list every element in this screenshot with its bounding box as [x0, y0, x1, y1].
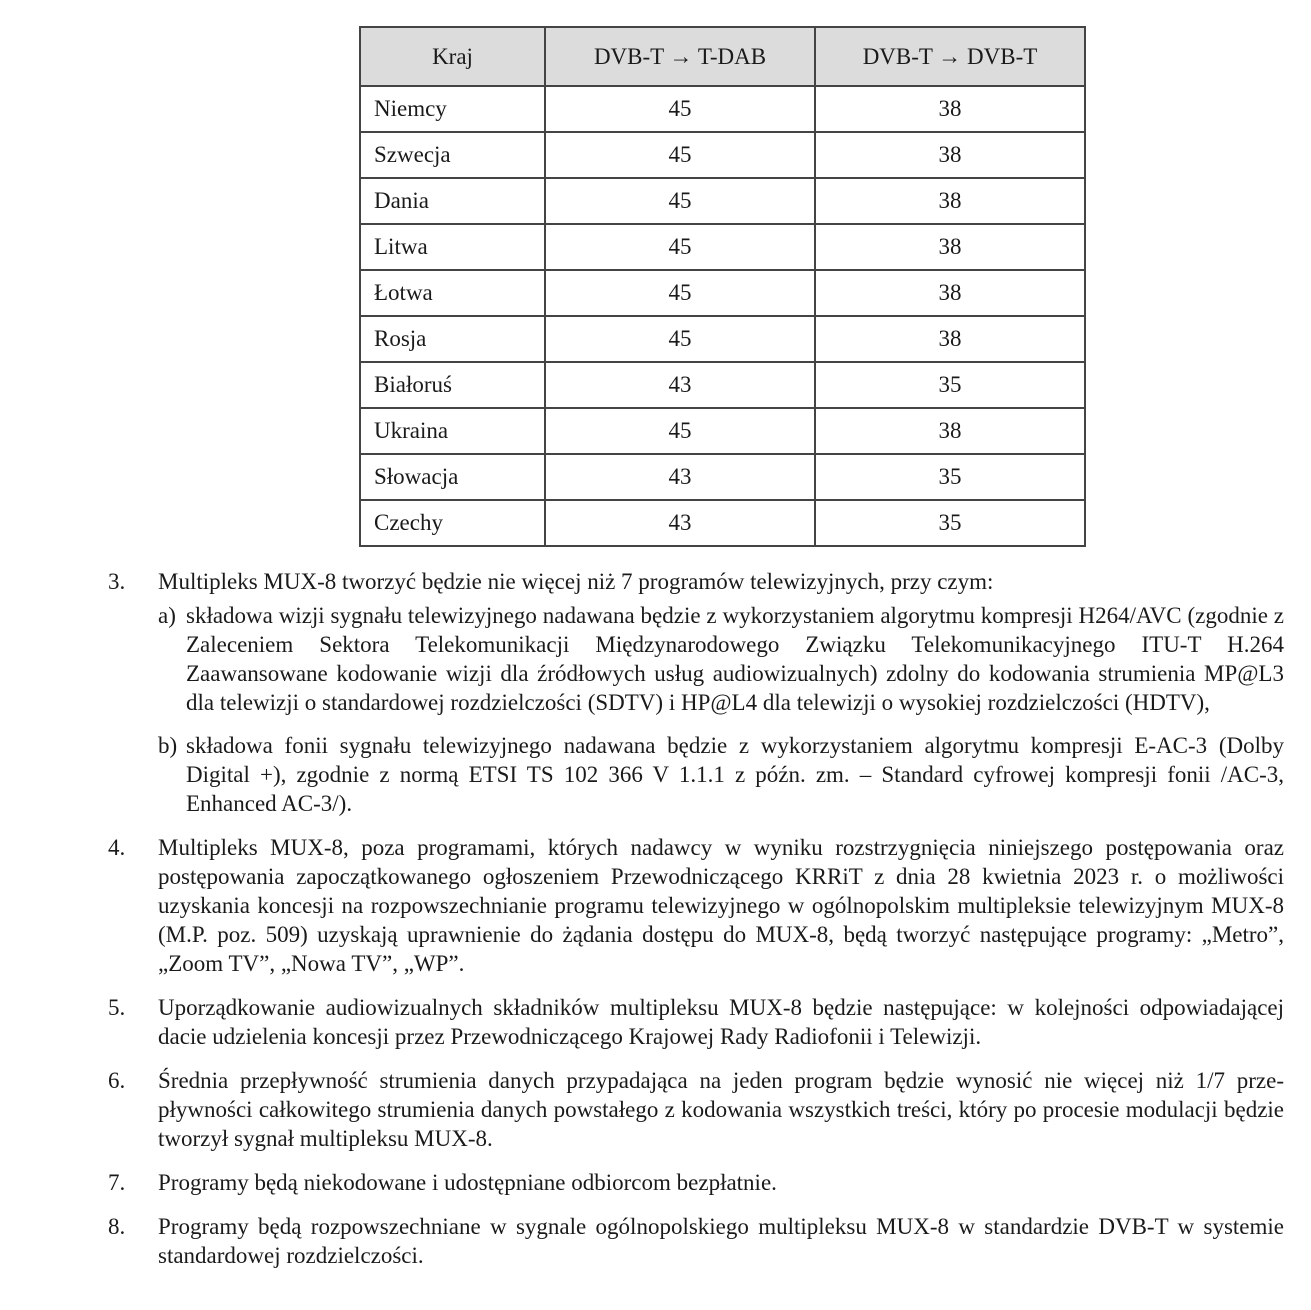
provision-item-3 — [0, 567, 1311, 818]
country-cell: Słowacja — [360, 454, 545, 500]
country-cell: Niemcy — [360, 86, 545, 132]
item-text: Programy będą niekodowane i udostępniane odbiorcom bezpłatnie. — [158, 1170, 777, 1195]
table-row — [360, 178, 1085, 224]
country-cell: Ukraina — [360, 408, 545, 454]
tdab-value-cell: 45 — [545, 178, 815, 224]
item-text: Średnia przepływność strumienia danych przypadająca na jeden program będzie wynosić nie więcej niż 1/7 przepływności całkowitego strumienia danych powstałego z kodowania wszystkich treści, który po procesie modulacji będzie tworzył sygnał multipleksu MUX-8. — [158, 1068, 1284, 1151]
subitem-text: składowa wizji sygnału telewizyjnego nadawana będzie z wykorzystaniem algorytmu kompresji H264/AVC (zgodnie z Zaleceniem Sektora Telekomunikacji Międzynarodowego Związku Telekomunikacyjnego ITU-T H.264 Zaawansowane kodowanie wizji dla źródłowych usług audiowizualnych) zdolny do kodowania strumienia MP@L3 dla telewizji o standardowej rozdzielczości (SDTV) i HP@L4 dla telewizji o wysokiej rozdzielczości (HDTV), — [186, 603, 1284, 715]
tdab-value-cell: 45 — [545, 86, 815, 132]
subitem-letter: a) — [158, 603, 176, 628]
dvbt-value-cell: 38 — [815, 132, 1085, 178]
table-header-row — [360, 27, 1085, 86]
subitem-letter: b) — [158, 733, 178, 758]
header-country: Kraj — [360, 27, 545, 86]
table-row — [360, 408, 1085, 454]
tdab-value-cell: 43 — [545, 500, 815, 546]
country-cell: Rosja — [360, 316, 545, 362]
item-text: Programy będą rozpowszechniane w sygnale ogólnopolskiego multipleksu MUX-8 w standardzie DVB-T w systemie standardowej rozdzielczości. — [158, 1214, 1284, 1268]
tdab-value-cell: 45 — [545, 224, 815, 270]
dvbt-value-cell: 38 — [815, 178, 1085, 224]
dvbt-value-cell: 35 — [815, 500, 1085, 546]
table-row — [360, 454, 1085, 500]
provision-item-4 — [0, 833, 1311, 978]
tdab-value-cell: 45 — [545, 132, 815, 178]
table-row — [360, 132, 1085, 178]
item-number: 3. — [108, 569, 126, 594]
item-number: 5. — [108, 995, 126, 1020]
protection-ratio-table — [359, 26, 1086, 547]
table-row — [360, 224, 1085, 270]
item-text: Multipleks MUX-8, poza programami, których nadawcy w wyniku rozstrzygnięcia niniejszego postępowania oraz postępowania zapoczątkowanego ogłoszeniem Przewodniczącego KRRiT z dnia 28 kwietnia 2023 r. o możliwości uzyskania koncesji na rozpowszechnianie programu telewizyjnego w ogólnopolskim multipleksie telewizyjnym MUX-8 (M.P. poz. 509) uzyskają uprawnienie do żądania dostępu do MUX-8, będą tworzyć następujące programy: „Metro”, „Zoom TV”, „Nowa TV”, „WP”. — [158, 835, 1284, 976]
item-text: Multipleks MUX-8 tworzyć będzie nie więcej niż 7 programów telewizyjnych, przy czym: — [158, 569, 994, 594]
country-cell: Czechy — [360, 500, 545, 546]
provision-item-6 — [0, 1066, 1311, 1153]
dvbt-value-cell: 38 — [815, 270, 1085, 316]
dvbt-value-cell: 35 — [815, 454, 1085, 500]
country-cell: Litwa — [360, 224, 545, 270]
tdab-value-cell: 45 — [545, 408, 815, 454]
dvbt-value-cell: 35 — [815, 362, 1085, 408]
country-cell: Szwecja — [360, 132, 545, 178]
dvbt-value-cell: 38 — [815, 316, 1085, 362]
subitem-a — [0, 601, 1311, 717]
item-number: 4. — [108, 835, 126, 860]
protection-ratio-table-wrapper — [359, 26, 1086, 547]
table-row — [360, 316, 1085, 362]
country-cell: Dania — [360, 178, 545, 224]
item-number: 6. — [108, 1068, 126, 1093]
tdab-value-cell: 45 — [545, 270, 815, 316]
provision-item-7 — [0, 1168, 1311, 1197]
table-row — [360, 362, 1085, 408]
subitem-text: składowa fonii sygnału telewizyjnego nadawana będzie z wykorzystaniem algorytmu kompresji E-AC-3 (Dolby Digital +), zgodnie z normą ETSI TS 102 366 V 1.1.1 z późn. zm. – Standard cyfrowej kompresji fonii /AC-3, Enhanced AC-3/). — [186, 733, 1284, 816]
dvbt-value-cell: 38 — [815, 408, 1085, 454]
table-row — [360, 270, 1085, 316]
item-number: 7. — [108, 1170, 126, 1195]
country-cell: Białoruś — [360, 362, 545, 408]
table-row — [360, 86, 1085, 132]
numbered-provisions — [0, 567, 1311, 1285]
tdab-value-cell: 43 — [545, 362, 815, 408]
provision-item-5 — [0, 993, 1311, 1051]
header-dvbt-dvbt: DVB-T → DVB-T — [815, 27, 1085, 86]
item-text: Uporządkowanie audiowizualnych składników multipleksu MUX-8 będzie następujące: w kolejności odpowiadającej dacie udzielenia koncesji przez Przewodniczącego Krajowej Rady Radiofonii i Telewizji. — [158, 995, 1284, 1049]
dvbt-value-cell: 38 — [815, 86, 1085, 132]
dvbt-value-cell: 38 — [815, 224, 1085, 270]
header-dvbt-tdab: DVB-T → T-DAB — [545, 27, 815, 86]
item-number: 8. — [108, 1214, 126, 1239]
tdab-value-cell: 43 — [545, 454, 815, 500]
country-cell: Łotwa — [360, 270, 545, 316]
table-row — [360, 500, 1085, 546]
subitem-b — [0, 731, 1311, 818]
tdab-value-cell: 45 — [545, 316, 815, 362]
provision-item-8 — [0, 1212, 1311, 1270]
